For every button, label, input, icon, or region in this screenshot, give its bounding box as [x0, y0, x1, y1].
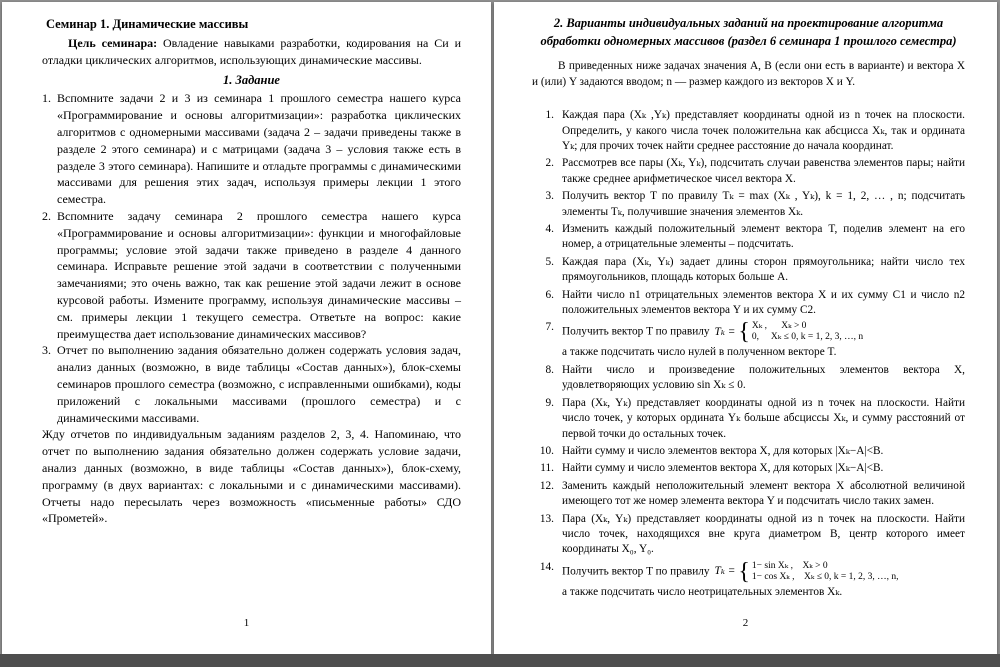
brace-symbol: { — [738, 558, 750, 585]
item-number: 11. — [540, 462, 554, 475]
item-number: 13. — [539, 512, 554, 525]
bottom-bar — [0, 654, 1000, 667]
task-item — [42, 208, 461, 342]
item-number: 9. — [545, 396, 554, 409]
item-text: Изменить каждый положительный элемент вектора T, поделив элемент на его номер, а отрицательные элементы – подсчитать. — [562, 223, 965, 251]
item-number: 5. — [545, 255, 554, 268]
item-number: 8. — [545, 363, 554, 376]
item-number: 4. — [545, 223, 554, 236]
item-number: 10. — [539, 444, 554, 457]
task-item — [532, 512, 965, 558]
section-heading: 1. Задание — [222, 72, 280, 87]
formula-case-1: 1− sin Xₖ , Xₖ > 0 — [751, 560, 828, 571]
item-text: Рассмотрев все пары (Xₖ, Yₖ), подсчитать случаи равенства элементов пары; найти также среднее арифметическое чисел вектора X. — [562, 157, 965, 185]
item-text: Пара (Xₖ, Yₖ) представляет координаты одной из n точек на плоскости. Найти число точек, у которых ордината Yₖ больше абсциссы Xₖ, и сумму расстояний от первой точки до остальных точек. — [562, 396, 965, 440]
item-text: Найти число и произведение положительных элементов вектора X, удовлетворяющих условию sin Xₖ ≤ 0. — [562, 363, 965, 392]
item-number: 2. — [545, 157, 554, 170]
task-item — [532, 560, 965, 600]
task-item — [532, 363, 965, 394]
item-text: Вспомните задачи 2 и 3 из семинара 1 прошлого семестра нашего курса «Программирование и основы алгоритмизации»: разработка циклических алгоритмов с одномерными массивами (задача 2 – задачи приведены также в разделе 2 этого семинара) и с матрицами (задача 3 – условия также есть в разделе 3 этого семинара). Напишите и отладьте программы с динамическими массивами для решения этих задач, используя примеры лекции 1 этого семестра. — [57, 91, 461, 207]
item-text-after: а также подсчитать число нулей в полученном векторе T. — [562, 346, 837, 359]
page-number: 2 — [742, 617, 749, 629]
closing-paragraph: Жду отчетов по индивидуальным заданиям разделов 2, 3, 4. Напоминаю, что отчет по выполнению задания обязательно должен содержать условие задачи, анализ данных (возможно, в виде таблицы «Состав данных»), блок-схему, программу (в двух вариантах: с локальными и с динамическими массивами). Отчеты надо пересылать через возможность «письменные работы» СДО «Прометей». — [42, 427, 461, 526]
task-list-page2 — [532, 108, 965, 600]
intro-paragraph: В приведенных ниже задачах значения A, B (если они есть в варианте) и вектора X и (или) Y задаются вводом; n — размер каждого из векторов X и Y. — [532, 60, 965, 88]
item-text-after: а также подсчитать число неотрицательных элементов Xₖ. — [562, 585, 843, 598]
page2-title: 2. Варианты индивидуальных заданий на проектирование алгоритма обработки одномерных массивов (раздел 6 семинара 1 прошлого семестра) — [540, 16, 957, 48]
item-number: 3. — [545, 190, 554, 203]
task-item — [42, 90, 461, 208]
item-text: Отчет по выполнению задания обязательно должен содержать условия задач, анализ данных (возможно, в виде таблицы «Состав данных»), блок-схемы семинаров прошлого семестра (возможно, с исправленными ошибками), коды приложений с локальными массивами (прошлого семестра) и с динамическими массивами. — [57, 343, 461, 425]
item-number: 2. — [42, 208, 51, 223]
formula-prefix: Tₖ = — [714, 565, 736, 578]
item-text: Пара (Xₖ, Yₖ) представляет координаты одной из n точек на плоскости. Найти число точек, находящихся вне круга диаметром B, центр которого имеет координаты X₀, Y₀. — [562, 512, 965, 556]
task-list-page1 — [42, 90, 461, 426]
task-item — [532, 189, 965, 220]
document-page-2 — [494, 2, 997, 654]
item-number: 1. — [42, 91, 51, 106]
item-number: 12. — [539, 479, 554, 492]
item-text-lead: Получить вектор T по правилу — [562, 565, 710, 578]
formula-case-2: 0, Xₖ ≤ 0, k = 1, 2, 3, …, n — [751, 332, 864, 343]
page-number: 1 — [243, 617, 250, 629]
document-viewer — [2, 2, 997, 654]
task-item — [42, 342, 461, 426]
item-number: 6. — [545, 288, 554, 301]
page1-title: Семинар 1. Динамические массивы — [46, 17, 249, 31]
brace-symbol: { — [738, 319, 750, 346]
item-text: Вспомните задачу семинара 2 прошлого семестра нашего курса «Программирование и основы алгоритмизации»: функции и многофайловые программы; условие этой задачи также приведено в разделе 4 данного семинара. Исправьте решение этой задачи в соответствии с полученными замечаниями; это очень важно, так как решение этой задачи лежит в основе курсовой работы. Измените программу, используя динамические массивы – см. примеры лекции 1 текущего семестра. Ответьте на вопрос: какие преимущества дает использование динамических массивов? — [57, 208, 461, 341]
cases-formula — [715, 560, 899, 584]
cases-formula — [715, 320, 864, 344]
task-item — [532, 444, 965, 459]
item-text: Найти сумму и число элементов вектора X, для которых |Xₖ−A|<B. — [562, 462, 884, 475]
task-item — [532, 222, 965, 253]
document-page-1 — [2, 2, 491, 654]
task-item — [532, 479, 965, 510]
item-number: 14. — [539, 560, 554, 573]
item-text: Каждая пара (Xₖ, Yₖ) задает длины сторон прямоугольника; найти число тех прямоугольников, площадь которых больше A. — [562, 255, 965, 284]
item-text — [562, 320, 965, 360]
task-item — [532, 461, 965, 476]
formula-case-1: Xₖ , Xₖ > 0 — [751, 321, 807, 332]
goal-paragraph — [42, 35, 461, 69]
item-text: Заменить каждый неположительный элемент вектора X абсолютной величиной имеющего тот же номер элемента вектора Y и подсчитать число таких замен. — [562, 479, 965, 508]
task-item — [532, 156, 965, 187]
item-text: Найти число n1 отрицательных элементов вектора X и их сумму C1 и число n2 положительных элементов вектора Y и их сумму C2. — [562, 288, 965, 317]
item-number: 7. — [545, 321, 554, 334]
item-text: Каждая пара (Xₖ ,Yₖ) представляет координаты одной из n точек на плоскости. Определить, у какого числа точек положительна как абсцисса Xₖ, так и ордината Yₖ; для прочих точек найти среднее расстояние до начала координат. — [562, 109, 965, 152]
task-item — [532, 108, 965, 154]
item-number: 3. — [42, 343, 51, 358]
task-item — [532, 396, 965, 442]
task-item — [532, 320, 965, 360]
task-item — [532, 255, 965, 286]
item-text-lead: Получить вектор T по правилу — [562, 326, 710, 339]
goal-text: Овладение навыками разработки, кодирования на Си и отладки циклических алгоритмов, использующих динамические массивы. — [42, 36, 461, 67]
item-text: Найти сумму и число элементов вектора X, для которых |Xₖ−A|<B. — [562, 444, 884, 457]
item-number: 1. — [545, 109, 554, 122]
goal-label: Цель семинара: — [68, 36, 158, 50]
item-text — [562, 560, 965, 600]
task-item — [532, 288, 965, 319]
formula-case-2: 1− cos Xₖ , Xₖ ≤ 0, k = 1, 2, 3, …, n, — [751, 571, 899, 582]
formula-prefix: Tₖ = — [714, 325, 736, 338]
item-text: Получить вектор T по правилу Tₖ = max (Xₖ , Yₖ), k = 1, 2, … , n; подсчитать элементы Tₖ, получившие значения элементов Xₖ. — [562, 190, 965, 218]
